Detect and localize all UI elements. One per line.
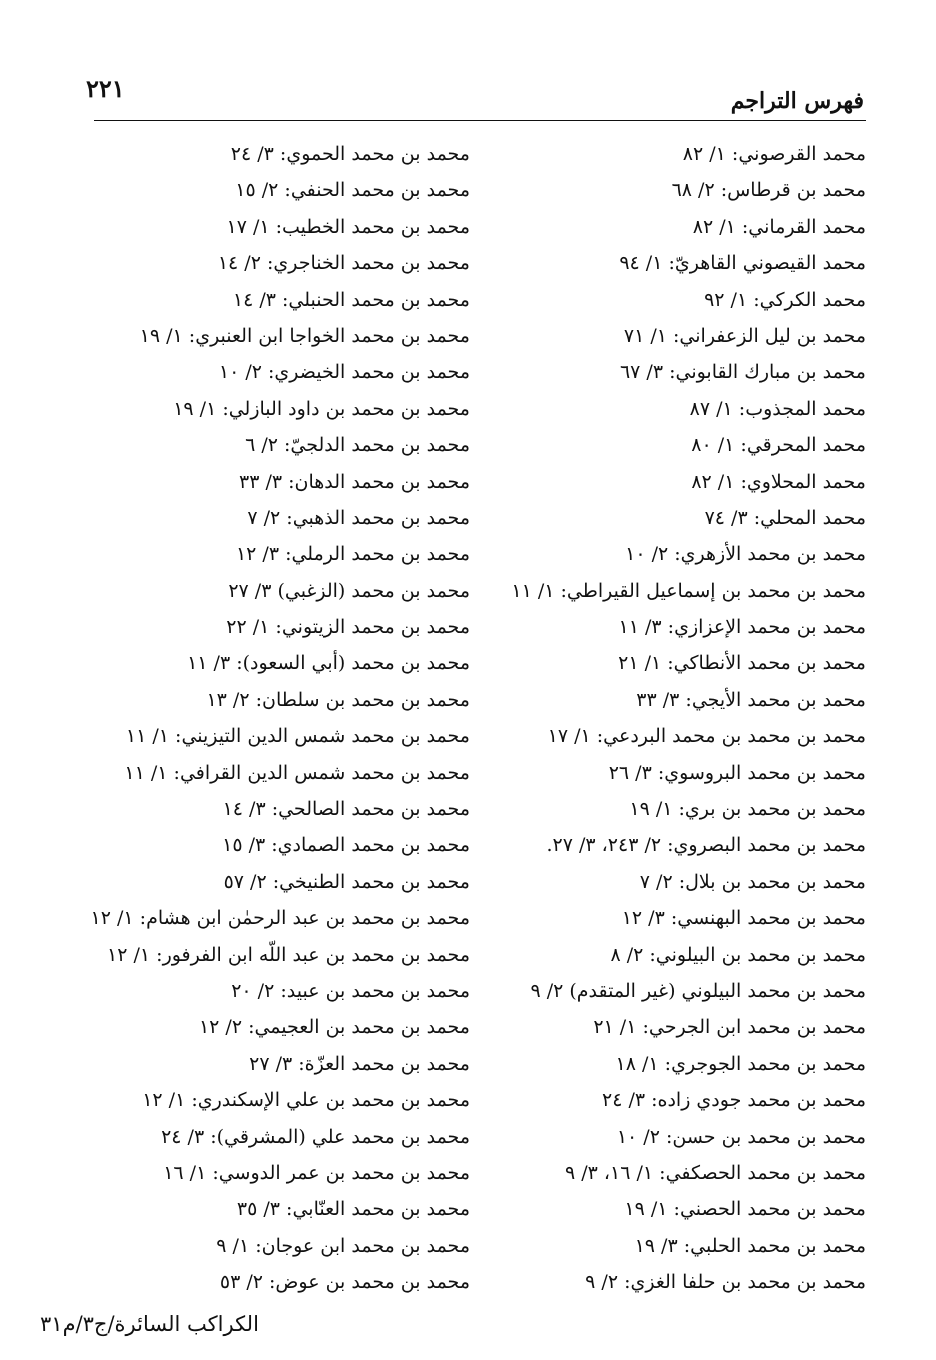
index-entry: محمد بن محمد الحلبي: ٣/ ١٩ <box>634 1234 866 1257</box>
index-entry: محمد بن محمد بن البيلوني: ٢/ ٨ <box>610 943 866 966</box>
index-column-left <box>80 136 470 1301</box>
index-entry: محمد القيصوني القاهريّ: ١/ ٩٤ <box>619 252 866 275</box>
index-entry: محمد بن محمد الخناجري: ٢/ ١٤ <box>217 252 470 275</box>
index-entry: محمد بن قرطاس: ٢/ ٦٨ <box>671 179 866 202</box>
index-entry: محمد بن ليل الزعفراني: ١/ ٧١ <box>623 324 866 347</box>
index-entry: محمد بن محمد بن علي الإسكندري: ١/ ١٢ <box>142 1089 470 1112</box>
index-entry: محمد بن محمد شمس الدين القرافي: ١/ ١١ <box>124 761 470 784</box>
index-entry: محمد بن محمد الخطيب: ١/ ١٧ <box>226 215 470 238</box>
footer-signature: الكراكب السائرة/ج٣/م٣١ <box>40 1312 259 1336</box>
index-entry: محمد بن محمد بن عبد الرحمٰن ابن هشام: ١/ ١٢ <box>90 907 470 930</box>
index-entry: محمد بن محمد (أبي السعود): ٣/ ١١ <box>187 652 470 675</box>
index-entry: محمد بن محمد بن سلطان: ٢/ ١٣ <box>206 688 470 711</box>
index-entry: محمد بن محمد العنّابي: ٣/ ٣٥ <box>236 1198 470 1221</box>
index-entry: محمد بن محمد بن عبد اللّه ابن الفرفور: ١/ ١٢ <box>107 943 470 966</box>
index-entry: محمد بن محمد بن عوض: ٢/ ٥٣ <box>219 1271 470 1294</box>
index-entry: محمد بن محمد الحنبلي: ٣/ ١٤ <box>232 288 470 311</box>
index-entry: محمد بن محمد بن محمد البردعي: ١/ ١٧ <box>547 725 866 748</box>
index-entry: محمد بن مبارك القابوني: ٣/ ٦٧ <box>619 361 866 384</box>
index-entry: محمد بن محمد البهنسي: ٣/ ١٢ <box>621 907 866 930</box>
running-title: فهرس التراجم <box>730 88 864 114</box>
index-entry: محمد بن محمد الجوجري: ١/ ١٨ <box>615 1052 866 1075</box>
index-entry: محمد بن محمد الدلجيّ: ٢/ ٦ <box>245 434 470 457</box>
index-entry: محمد بن محمد الصمادي: ٣/ ١٥ <box>222 834 470 857</box>
index-entry: محمد بن محمد الأزهري: ٢/ ١٠ <box>625 543 866 566</box>
index-entry: محمد الكركي: ١/ ٩٢ <box>704 288 866 311</box>
index-entry: محمد بن محمد (الزغبي) ٣/ ٢٧ <box>228 579 470 602</box>
index-entry: محمد بن محمد بن داود البازلي: ١/ ١٩ <box>173 397 470 420</box>
index-entry: محمد المحلي: ٣/ ٧٤ <box>704 506 866 529</box>
index-entry: محمد بن محمد بن العجيمي: ٢/ ١٢ <box>198 1016 470 1039</box>
index-entry: محمد القرصوني: ١/ ٨٢ <box>682 143 866 165</box>
index-entry: محمد بن محمد الخواجا ابن العنبري: ١/ ١٩ <box>139 324 470 347</box>
index-entry: محمد بن محمد الخيضري: ٢/ ١٠ <box>218 361 470 384</box>
index-entry: محمد بن محمد الصالحي: ٣/ ١٤ <box>222 798 470 821</box>
index-entry: محمد بن محمد ابن الجرحي: ١/ ٢١ <box>593 1016 866 1039</box>
index-entry: محمد بن محمد البيلوني (غير المتقدم) ٢/ ٩ <box>530 979 866 1002</box>
index-entry: محمد بن محمد الأنطاكي: ١/ ٢١ <box>618 652 866 675</box>
index-entry: محمد بن محمد علي (المشرقي): ٣/ ٢٤ <box>161 1125 470 1148</box>
index-entry: محمد بن محمد الرملي: ٣/ ١٢ <box>235 543 470 566</box>
index-entry: محمد بن محمد الإعزازي: ٣/ ١١ <box>618 616 866 639</box>
index-entry: محمد بن محمد بن حلفا الغزي: ٢/ ٩ <box>585 1271 866 1294</box>
index-entry: محمد بن محمد بن بلال: ٢/ ٧ <box>639 870 866 893</box>
index-entry: محمد بن محمد الذهبي: ٢/ ٧ <box>247 506 470 529</box>
index-entry: محمد بن محمد البروسوي: ٣/ ٢٦ <box>608 761 866 784</box>
index-entry: محمد بن محمد شمس الدين التيزيني: ١/ ١١ <box>125 725 470 748</box>
index-entry: محمد بن محمد الأيجي: ٣/ ٣٣ <box>636 688 866 711</box>
index-entry: محمد بن محمد بن عمر الدوسي: ١/ ١٦ <box>163 1161 470 1184</box>
index-entry: محمد بن محمد الحصكفي: ١/ ١٦، ٣/ ٩ <box>564 1161 866 1184</box>
index-entry: محمد بن محمد بن عبيد: ٢/ ٢٠ <box>231 979 470 1002</box>
index-entry: محمد بن محمد بن بري: ١/ ١٩ <box>629 798 866 821</box>
index-entry: محمد بن محمد البصروي: ٢/ ٢٤٣، ٣/ ٢٧. <box>546 834 866 857</box>
index-entry: محمد بن محمد جودي زاده: ٣/ ٢٤ <box>601 1089 866 1112</box>
index-entry: محمد المحرقي: ١/ ٨٠ <box>691 434 866 457</box>
index-entry: محمد بن محمد الدهان: ٣/ ٣٣ <box>238 470 470 493</box>
index-entry: محمد المحلاوي: ١/ ٨٢ <box>691 470 866 493</box>
index-entry: محمد بن محمد ابن عوجان: ١/ ٩ <box>216 1234 470 1257</box>
index-entry: محمد بن محمد الطنيخي: ٢/ ٥٧ <box>223 870 470 893</box>
header-rule <box>94 120 866 121</box>
page-number: ٢٢١ <box>86 74 125 103</box>
index-entry: محمد المجذوب: ١/ ٨٧ <box>689 397 866 420</box>
index-entry: محمد بن محمد بن حسن: ٢/ ١٠ <box>616 1125 866 1148</box>
index-entry: محمد بن محمد الحنفي: ٢/ ١٥ <box>235 179 470 202</box>
index-entry: محمد بن محمد بن إسماعيل القيراطي: ١/ ١١ <box>511 579 866 602</box>
index-entry: محمد بن محمد الحموي: ٣/ ٢٤ <box>230 143 470 165</box>
index-entry: محمد بن محمد الحصني: ١/ ١٩ <box>624 1198 866 1221</box>
index-column-right <box>466 136 866 1301</box>
index-entry: محمد القرماني: ١/ ٨٢ <box>692 215 866 238</box>
index-entry: محمد بن محمد العزّة: ٣/ ٢٧ <box>249 1052 470 1075</box>
index-entry: محمد بن محمد الزيتوني: ١/ ٢٢ <box>226 616 470 639</box>
